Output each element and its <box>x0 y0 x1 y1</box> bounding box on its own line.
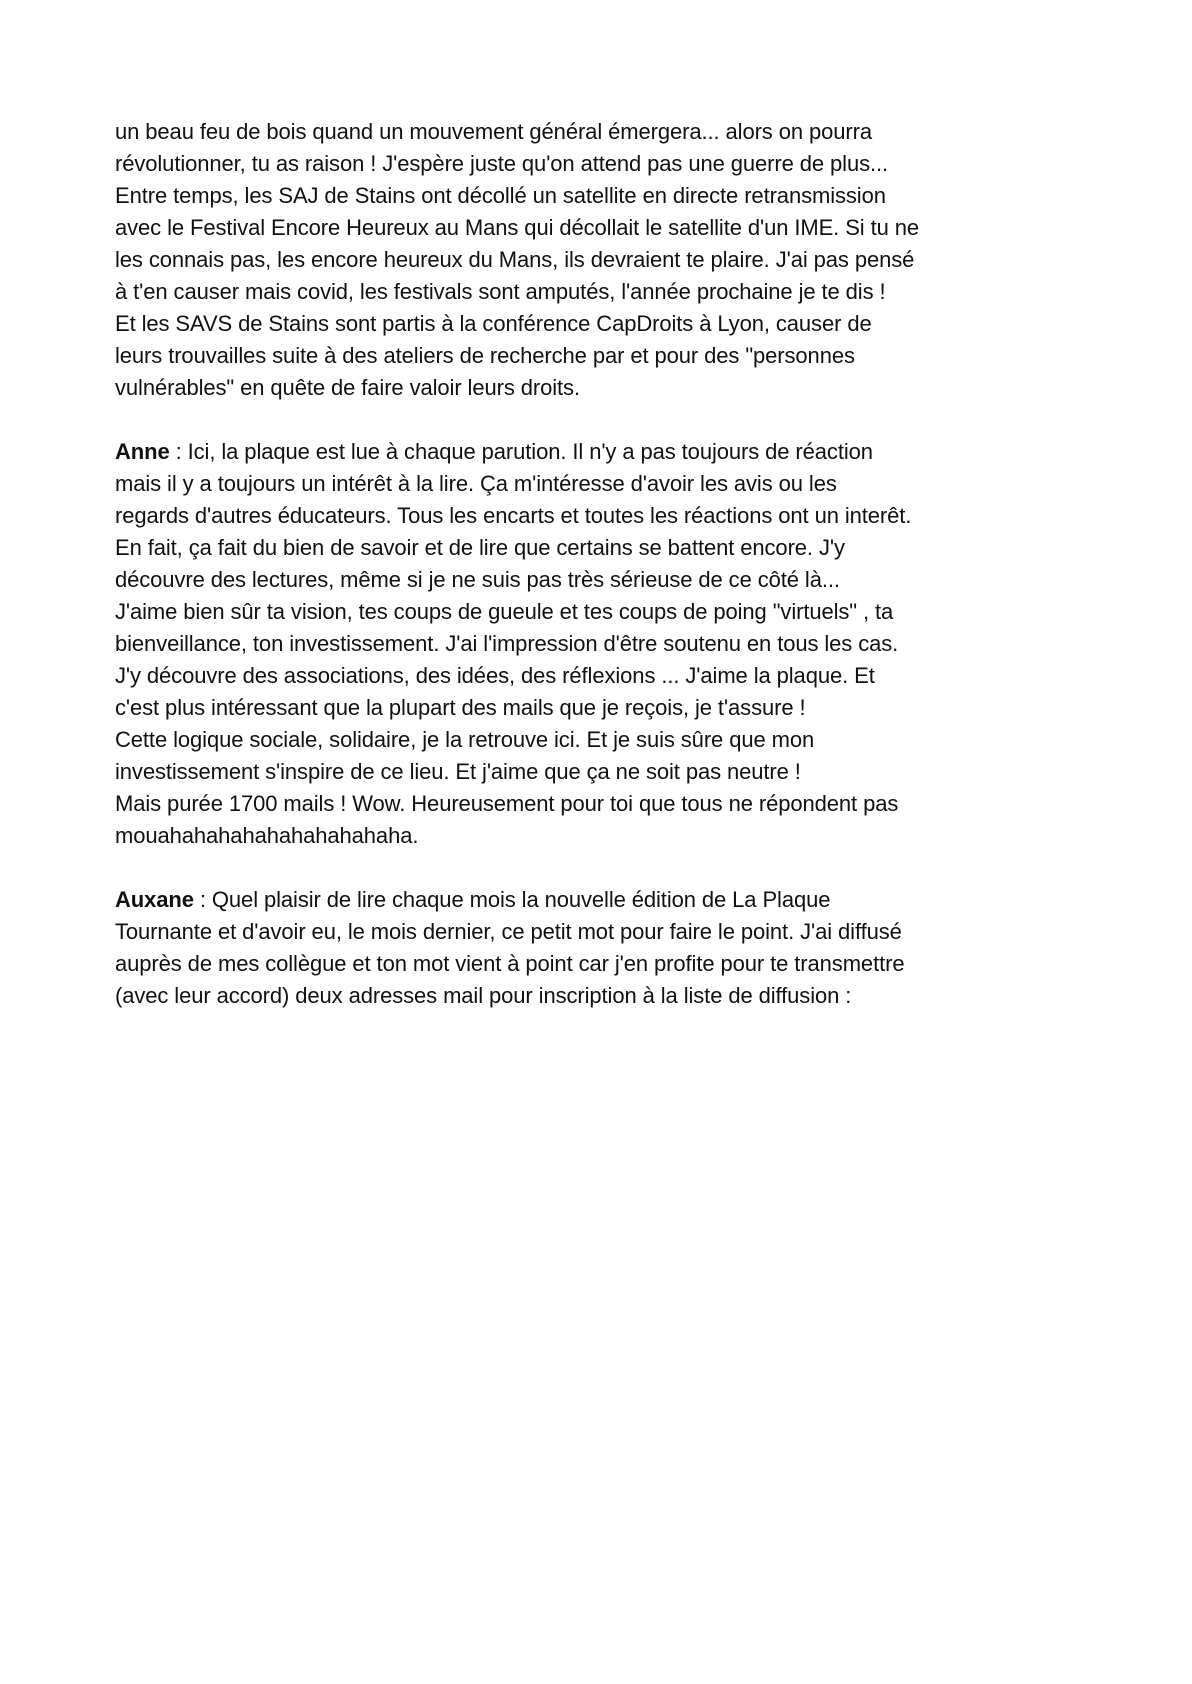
text-line: mais il y a toujours un intérêt à la lire. Ça m'intéresse d'avoir les avis ou les <box>115 471 837 496</box>
text-line: Cette logique sociale, solidaire, je la retrouve ici. Et je suis sûre que mon <box>115 727 815 752</box>
speaker-name: Auxane <box>115 887 194 912</box>
text-line-rest: : Quel plaisir de lire chaque mois la nouvelle édition de La Plaque <box>193 887 831 912</box>
text-line: les connais pas, les encore heureux du Mans, ils devraient te plaire. J'ai pas pensé <box>115 247 915 272</box>
text-line: Mais purée 1700 mails ! Wow. Heureusement pour toi que tous ne répondent pas <box>115 791 899 816</box>
text-line: investissement s'inspire de ce lieu. Et j'aime que ça ne soit pas neutre ! <box>115 759 801 784</box>
text-line: Entre temps, les SAJ de Stains ont décollé un satellite en directe retransmission <box>115 183 886 208</box>
text-line: découvre des lectures, même si je ne suis pas très sérieuse de ce côté là... <box>115 567 840 592</box>
text-line: c'est plus intéressant que la plupart des mails que je reçois, je t'assure ! <box>115 695 806 720</box>
text-line: un beau feu de bois quand un mouvement général émergera... alors on pourra <box>115 119 872 144</box>
text-line <box>115 884 1095 916</box>
anne-paragraph <box>115 436 1095 852</box>
text-line: auprès de mes collègue et ton mot vient à point car j'en profite pour te transmettre <box>115 951 905 976</box>
text-line: Et les SAVS de Stains sont partis à la conférence CapDroits à Lyon, causer de <box>115 311 872 336</box>
intro-paragraph <box>115 116 1095 404</box>
text-line: bienveillance, ton investissement. J'ai l'impression d'être soutenu en tous les cas. <box>115 631 899 656</box>
text-line: regards d'autres éducateurs. Tous les encarts et toutes les réactions ont un interêt. <box>115 503 912 528</box>
text-line: révolutionner, tu as raison ! J'espère juste qu'on attend pas une guerre de plus... <box>115 151 889 176</box>
text-line: (avec leur accord) deux adresses mail pour inscription à la liste de diffusion : <box>115 983 852 1008</box>
text-line: Tournante et d'avoir eu, le mois dernier, ce petit mot pour faire le point. J'ai diffusé <box>115 919 902 944</box>
text-line: à t'en causer mais covid, les festivals sont amputés, l'année prochaine je te dis ! <box>115 279 886 304</box>
text-line: J'y découvre des associations, des idées, des réflexions ... J'aime la plaque. Et <box>115 663 875 688</box>
text-line: vulnérables" en quête de faire valoir leurs droits. <box>115 375 580 400</box>
text-line: J'aime bien sûr ta vision, tes coups de gueule et tes coups de poing "virtuels" , ta <box>115 599 894 624</box>
text-line-rest: : Ici, la plaque est lue à chaque parution. Il n'y a pas toujours de réaction <box>169 439 873 464</box>
text-line: En fait, ça fait du bien de savoir et de lire que certains se battent encore. J'y <box>115 535 845 560</box>
auxane-paragraph <box>115 884 1095 1012</box>
text-line <box>115 436 1095 468</box>
speaker-name: Anne <box>115 439 170 464</box>
text-line: avec le Festival Encore Heureux au Mans qui décollait le satellite d'un IME. Si tu ne <box>115 215 920 240</box>
text-line: mouahahahahahahahahahaha. <box>115 823 419 848</box>
text-line: leurs trouvailles suite à des ateliers de recherche par et pour des "personnes <box>115 343 855 368</box>
